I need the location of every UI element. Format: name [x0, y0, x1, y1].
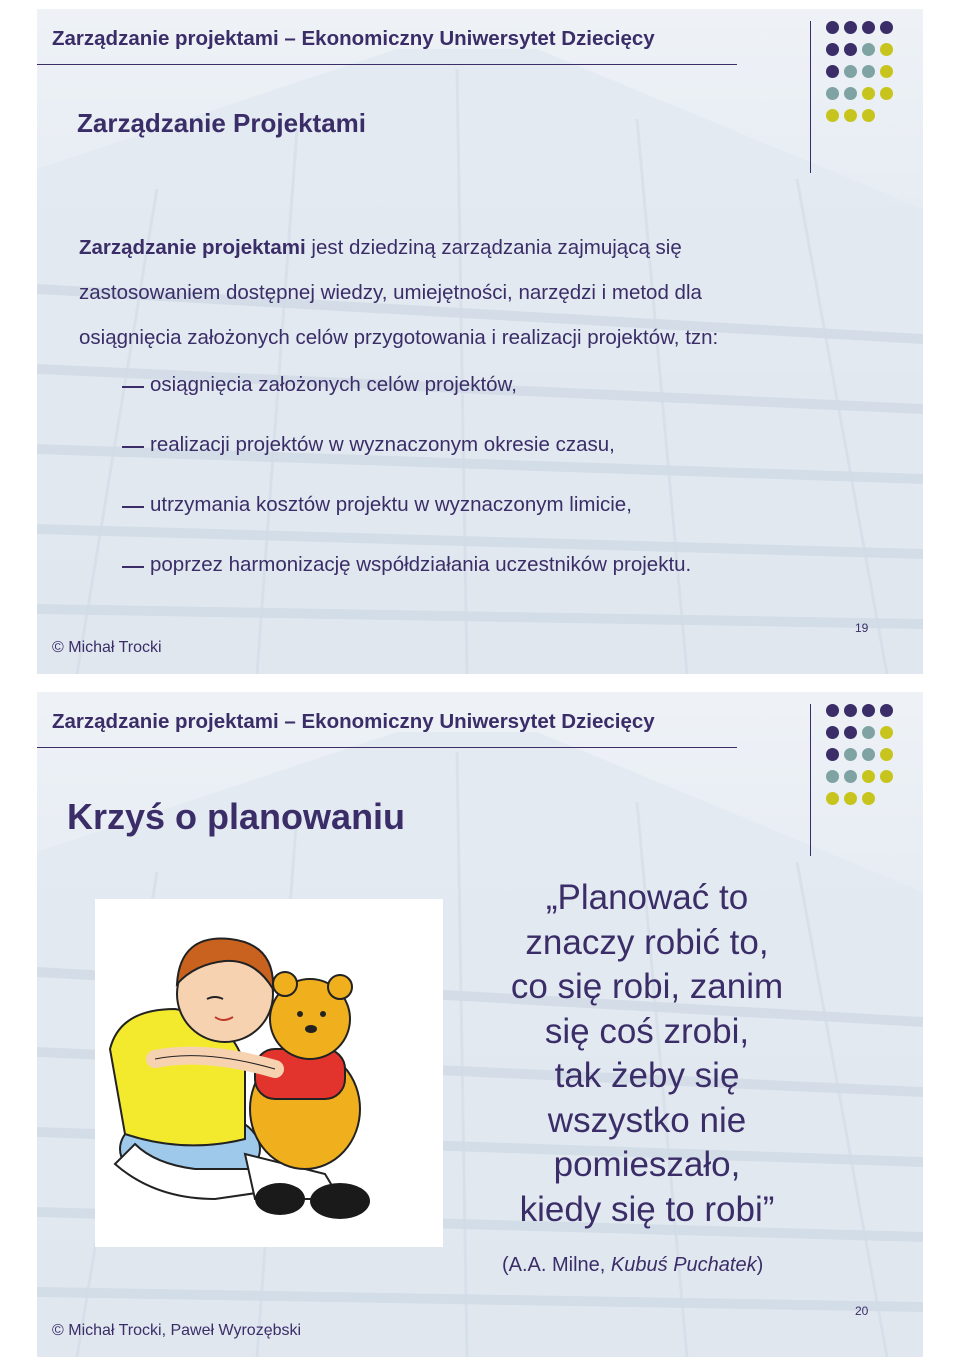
dot-olive-icon	[880, 43, 893, 56]
dot-olive-icon	[880, 748, 893, 761]
dot-purple-icon	[844, 43, 857, 56]
dot-purple-icon	[826, 43, 839, 56]
dash-bullet-icon	[122, 446, 144, 448]
intro-paragraph	[79, 225, 839, 360]
dot-olive-icon	[826, 109, 839, 122]
dot-pattern-logo	[826, 21, 914, 141]
quote-line: co się robi, zanim	[510, 967, 784, 1006]
header-divider	[37, 64, 737, 65]
dot-purple-icon	[862, 704, 875, 717]
dash-bullet-icon	[122, 506, 144, 508]
dot-teal-icon	[844, 748, 857, 761]
page-number: 19	[855, 621, 869, 635]
quote-line: pomieszało,	[553, 1145, 741, 1184]
dot-purple-icon	[862, 21, 875, 34]
slide-title: Zarządzanie Projektami	[77, 108, 366, 138]
intro-term: Zarządzanie projektami	[79, 236, 306, 259]
quote-attribution: (A.A. Milne, Kubuś Puchatek)	[502, 1254, 764, 1276]
dot-purple-icon	[826, 726, 839, 739]
slide-footer-copyright: © Michał Trocki, Paweł Wyrozębski	[52, 1322, 302, 1339]
dot-purple-icon	[826, 21, 839, 34]
dot-teal-icon	[862, 65, 875, 78]
dot-teal-icon	[826, 87, 839, 100]
book-title: Kubuś Puchatek	[610, 1254, 757, 1276]
quote-line: tak żeby się	[554, 1056, 740, 1095]
dot-teal-icon	[844, 65, 857, 78]
dot-teal-icon	[826, 770, 839, 783]
dot-olive-icon	[862, 109, 875, 122]
dot-olive-icon	[844, 792, 857, 805]
dot-teal-icon	[862, 43, 875, 56]
vertical-divider	[810, 704, 811, 856]
dot-teal-icon	[862, 748, 875, 761]
dot-olive-icon	[862, 792, 875, 805]
dot-teal-icon	[862, 726, 875, 739]
dash-bullet-icon	[122, 386, 144, 388]
dot-olive-icon	[880, 726, 893, 739]
christopher-robin-pooh-illustration	[95, 899, 443, 1247]
slide-header: Zarządzanie projektami – Ekonomiczny Uniwersytet Dziecięcy	[52, 27, 655, 50]
slide-19: Zarządzanie projektami – Ekonomiczny Uniwersytet Dziecięcy Zarządzanie Projektami Zarządzanie projektami jest dziedziną zarządzania zajmującą się zastosowaniem dostępnej wiedzy, umiejętności, narzędzi i metod dla osiągnięcia założonych celów przygotowania i realizacji projektów, tzn: osiągnięcia założonych celów projektów, realizacji projektów w wyznaczonym okresie czasu, utrzymania kosztów projektu w wyznaczonym limicie, poprzez harmonizację współdziałania uczestników projektu. © Michał Trocki 19	[37, 9, 923, 674]
dot-olive-icon	[862, 87, 875, 100]
intro-line-1: jest dziedziną zarządzania zajmującą się	[305, 236, 682, 259]
dot-purple-icon	[844, 704, 857, 717]
dot-purple-icon	[844, 21, 857, 34]
quote-line: „Planować to	[545, 878, 749, 917]
dot-teal-icon	[844, 87, 857, 100]
dash-bullet-icon	[122, 566, 144, 568]
slide-title: Krzyś o planowaniu	[67, 796, 406, 837]
dot-teal-icon	[844, 770, 857, 783]
intro-line-3: osiągnięcia założonych celów przygotowania i realizacji projektów, tzn:	[79, 326, 719, 349]
dot-pattern-logo	[826, 704, 914, 824]
dot-purple-icon	[826, 65, 839, 78]
intro-line-2: zastosowaniem dostępnej wiedzy, umiejętności, narzędzi i metod dla	[79, 281, 702, 304]
dot-purple-icon	[880, 704, 893, 717]
dot-purple-icon	[880, 21, 893, 34]
header-divider	[37, 747, 737, 748]
dot-olive-icon	[826, 792, 839, 805]
vertical-divider	[810, 21, 811, 173]
slide-footer-copyright: © Michał Trocki	[52, 639, 162, 656]
slide-header: Zarządzanie projektami – Ekonomiczny Uniwersytet Dziecięcy	[52, 710, 655, 733]
dot-purple-icon	[826, 748, 839, 761]
dot-purple-icon	[826, 704, 839, 717]
dot-olive-icon	[880, 87, 893, 100]
dot-olive-icon	[880, 770, 893, 783]
page-number: 20	[855, 1304, 869, 1318]
milne-quote	[487, 876, 807, 1232]
dot-olive-icon	[844, 109, 857, 122]
quote-line: się coś zrobi,	[544, 1011, 750, 1051]
dot-purple-icon	[844, 726, 857, 739]
quote-line: znaczy robić to,	[525, 922, 769, 962]
dot-olive-icon	[862, 770, 875, 783]
quote-line: wszystko nie	[547, 1100, 747, 1140]
dot-olive-icon	[880, 65, 893, 78]
quote-line: kiedy się to robi”	[519, 1189, 775, 1229]
boy-hugging-bear-icon	[95, 899, 443, 1247]
slide-20	[37, 692, 923, 1357]
